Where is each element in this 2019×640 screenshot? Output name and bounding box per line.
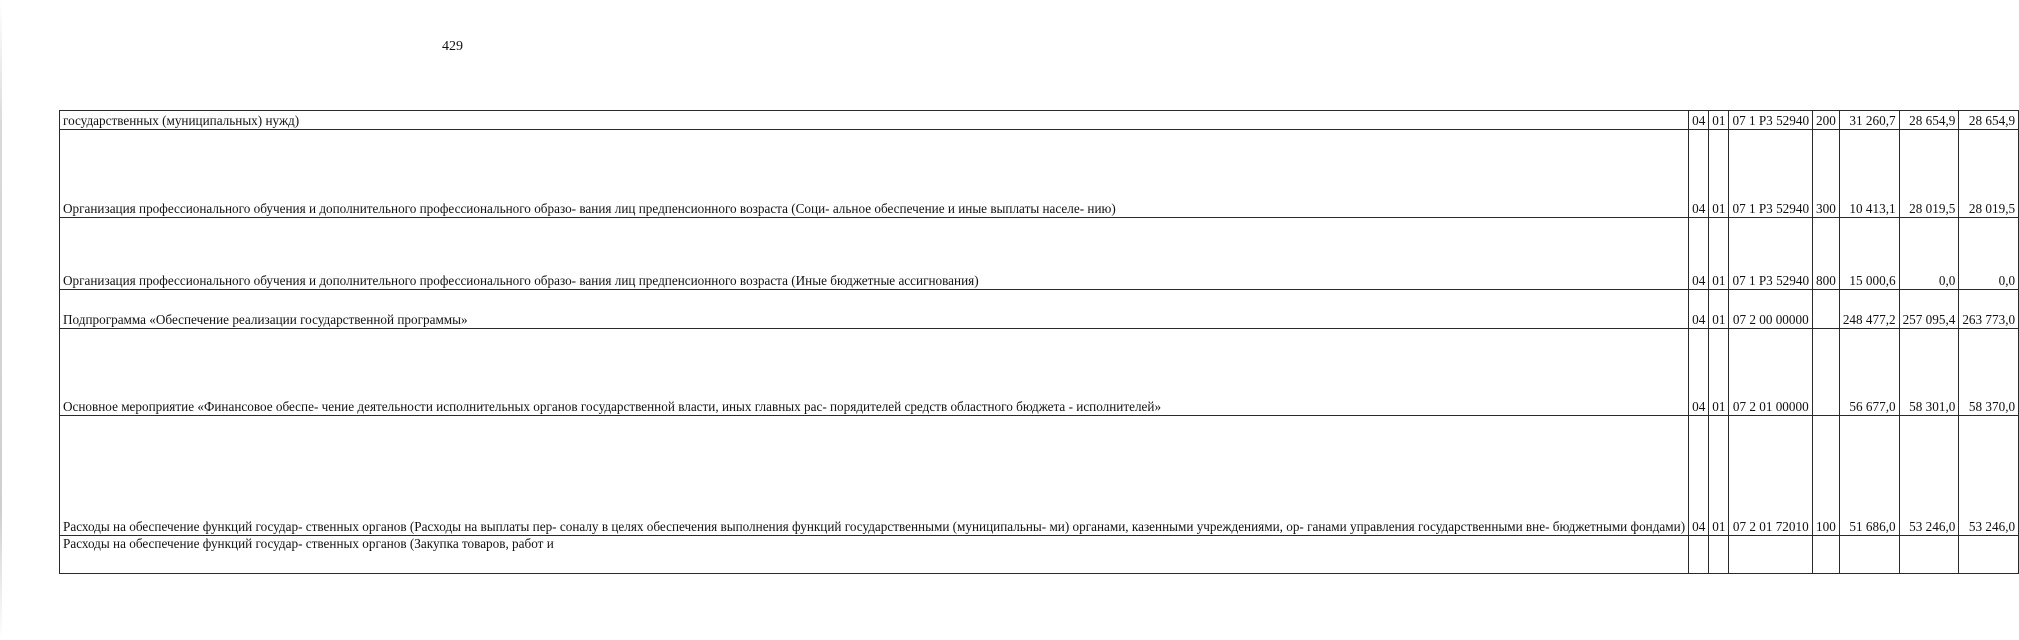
expense-name: государственных (муниципальных) нужд) [60, 111, 1689, 130]
subsection-code: 01 [1709, 416, 1729, 536]
amount-year-2: 257 095,4 [1899, 290, 1959, 329]
table-row [60, 290, 2019, 329]
target-article-code: 07 2 01 72010 [1729, 416, 1813, 536]
expense-type-code: 100 [1813, 416, 1840, 536]
expense-name: Организация профессионального обучения и дополнительного профессионального образо- вания лиц предпенсионного возраста (Соци- альное обеспечение и иные выплаты населе- нию) [60, 130, 1689, 218]
target-article-code: 07 2 00 00000 [1729, 290, 1813, 329]
amount-year-1 [1839, 536, 1899, 574]
amount-year-2 [1899, 536, 1959, 574]
budget-table [59, 110, 2019, 574]
amount-year-2: 28 654,9 [1899, 111, 1959, 130]
section-code: 04 [1689, 329, 1709, 416]
expense-type-code [1813, 536, 1840, 574]
subsection-code: 01 [1709, 329, 1729, 416]
budget-table-body [60, 111, 2019, 574]
amount-year-3 [1959, 536, 2019, 574]
expense-name: Расходы на обеспечение функций государ- ственных органов (Расходы на выплаты пер- соналу в целях обеспечения выполнения функций государственными (муниципальны- ми) органами, казенными учреждениями, ор- ганами управления государственными вне- бюджетными фондами) [60, 416, 1689, 536]
expense-type-code: 300 [1813, 130, 1840, 218]
expense-name: Расходы на обеспечение функций государ- ственных органов (Закупка товаров, работ и [60, 536, 1689, 574]
section-code [1689, 536, 1709, 574]
amount-year-2: 0,0 [1899, 218, 1959, 290]
target-article-code: 07 1 Р3 52940 [1729, 218, 1813, 290]
amount-year-1: 15 000,6 [1839, 218, 1899, 290]
amount-year-3: 58 370,0 [1959, 329, 2019, 416]
section-code: 04 [1689, 416, 1709, 536]
amount-year-2: 58 301,0 [1899, 329, 1959, 416]
subsection-code: 01 [1709, 218, 1729, 290]
expense-name: Подпрограмма «Обеспечение реализации государственной программы» [60, 290, 1689, 329]
amount-year-1: 10 413,1 [1839, 130, 1899, 218]
subsection-code [1709, 536, 1729, 574]
section-code: 04 [1689, 290, 1709, 329]
amount-year-1: 248 477,2 [1839, 290, 1899, 329]
target-article-code [1729, 536, 1813, 574]
amount-year-3: 53 246,0 [1959, 416, 2019, 536]
expense-name: Основное мероприятие «Финансовое обеспе- чение деятельности исполнительных органов государственной власти, иных главных рас- порядителей средств областного бюджета - исполнителей» [60, 329, 1689, 416]
target-article-code: 07 1 Р3 52940 [1729, 130, 1813, 218]
amount-year-3: 28 019,5 [1959, 130, 2019, 218]
amount-year-1: 31 260,7 [1839, 111, 1899, 130]
table-row [60, 218, 2019, 290]
section-code: 04 [1689, 111, 1709, 130]
section-code: 04 [1689, 218, 1709, 290]
subsection-code: 01 [1709, 130, 1729, 218]
amount-year-3: 28 654,9 [1959, 111, 2019, 130]
expense-type-code [1813, 290, 1840, 329]
expense-type-code: 200 [1813, 111, 1840, 130]
subsection-code: 01 [1709, 111, 1729, 130]
table-row [60, 130, 2019, 218]
amount-year-3: 263 773,0 [1959, 290, 2019, 329]
section-code: 04 [1689, 130, 1709, 218]
page-number: 429 [442, 39, 463, 54]
amount-year-1: 56 677,0 [1839, 329, 1899, 416]
expense-name: Организация профессионального обучения и дополнительного профессионального образо- вания лиц предпенсионного возраста (Иные бюджетные ассигнования) [60, 218, 1689, 290]
table-row [60, 329, 2019, 416]
amount-year-2: 28 019,5 [1899, 130, 1959, 218]
expense-type-code: 800 [1813, 218, 1840, 290]
expense-type-code [1813, 329, 1840, 416]
amount-year-1: 51 686,0 [1839, 416, 1899, 536]
target-article-code: 07 1 Р3 52940 [1729, 111, 1813, 130]
table-row [60, 536, 2019, 574]
subsection-code: 01 [1709, 290, 1729, 329]
amount-year-2: 53 246,0 [1899, 416, 1959, 536]
table-row [60, 416, 2019, 536]
target-article-code: 07 2 01 00000 [1729, 329, 1813, 416]
amount-year-3: 0,0 [1959, 218, 2019, 290]
scan-edge [0, 0, 2, 640]
table-row [60, 111, 2019, 130]
